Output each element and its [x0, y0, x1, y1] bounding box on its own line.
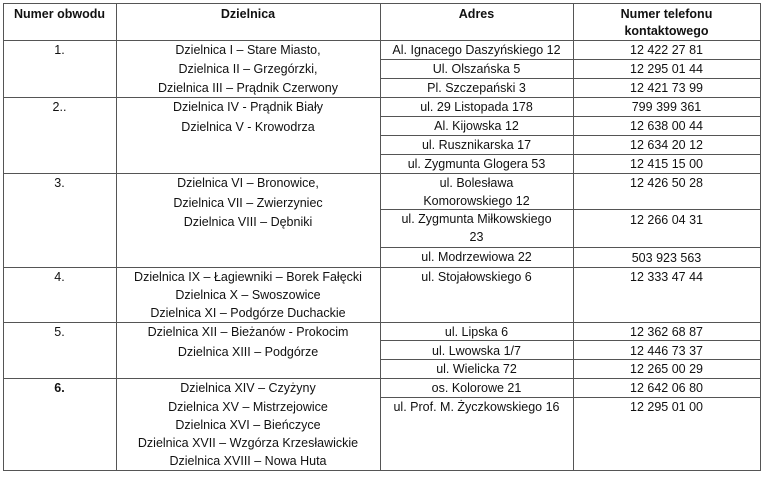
phone-number: 12 426 50 28 — [630, 176, 703, 190]
district-name: Dzielnica II – Grzegórzki, — [178, 62, 318, 76]
phone-number: 12 295 01 44 — [630, 62, 703, 76]
address: os. Kolorowe 21 — [431, 381, 522, 395]
district-name: Dzielnica XVIII – Nowa Huta — [169, 454, 327, 468]
address: ul. Wielicka 72 — [436, 362, 517, 376]
district-name: Dzielnica XIII – Podgórze — [177, 345, 319, 359]
address: ul. 29 Listopada 178 — [420, 100, 533, 114]
district-name: Dzielnica IV - Prądnik Biały — [172, 100, 324, 114]
address: ul. Zygmunta Miłkowskiego — [401, 212, 552, 226]
phone-number: 12 421 73 99 — [630, 81, 703, 95]
header-telefon: kontaktowego — [624, 24, 709, 38]
col-border-right — [760, 3, 761, 471]
row-number: 6. — [54, 381, 65, 395]
phone-number: 12 422 27 81 — [630, 43, 703, 57]
address: ul. Stojałowskiego 6 — [421, 270, 532, 284]
phone-number: 12 333 47 44 — [630, 270, 703, 284]
address: Komorowskiego 12 — [423, 194, 530, 208]
table-top-border — [3, 3, 761, 4]
phone-number: 799 399 361 — [631, 100, 702, 114]
phone-number: 12 415 15 00 — [630, 157, 703, 171]
phone-number: 12 642 06 80 — [630, 381, 703, 395]
district-name: Dzielnica X – Swoszowice — [175, 288, 321, 302]
address: Ul. Olszańska 5 — [432, 62, 521, 76]
address: ul. Lipska 6 — [444, 325, 509, 339]
header-telefon: Numer telefonu — [620, 7, 713, 21]
phone-number: 12 295 01 00 — [630, 400, 703, 414]
contact-table — [3, 3, 761, 471]
district-name: Dzielnica VI – Bronowice, — [177, 176, 319, 190]
header-dzielnica: Dzielnica — [220, 7, 276, 21]
table-bottom-border — [3, 470, 761, 471]
address: ul. Lwowska 1/7 — [432, 344, 521, 358]
address: Al. Kijowska 12 — [434, 119, 519, 133]
district-name: Dzielnica XI – Podgórze Duchackie — [150, 306, 346, 320]
address: ul. Modrzewiowa 22 — [421, 250, 532, 264]
district-name: Dzielnica V - Krowodrza — [181, 120, 315, 134]
district-name: Dzielnica XVII – Wzgórza Krzesławickie — [137, 436, 359, 450]
row-number: 5. — [54, 325, 65, 339]
header-adres: Adres — [458, 7, 495, 21]
district-name: Dzielnica XV – Mistrzejowice — [168, 400, 328, 414]
address: ul. Prof. M. Życzkowskiego 16 — [393, 400, 560, 414]
district-name: Dzielnica XII – Bieżanów - Prokocim — [147, 325, 349, 339]
district-name: Dzielnica VIII – Dębniki — [183, 215, 313, 229]
address: 23 — [469, 230, 484, 244]
row-number: 4. — [54, 270, 65, 284]
address: ul. Bolesława — [439, 176, 514, 190]
district-name: Dzielnica IX – Łagiewniki – Borek Fałęcki — [134, 270, 362, 284]
phone-number: 12 362 68 87 — [630, 325, 703, 339]
address: Pl. Szczepański 3 — [427, 81, 526, 95]
phone-number: 12 266 04 31 — [630, 213, 703, 227]
row-number: 1. — [54, 43, 65, 57]
district-name: Dzielnica VII – Zwierzyniec — [173, 196, 323, 210]
header-numer-obwodu: Numer obwodu — [14, 7, 105, 21]
phone-number: 503 923 563 — [631, 251, 702, 265]
address: Al. Ignacego Daszyńskiego 12 — [392, 43, 561, 57]
district-name: Dzielnica XVI – Bieńczyce — [175, 418, 321, 432]
address: ul. Rusznikarska 17 — [421, 138, 532, 152]
row-number: 2.. — [52, 100, 67, 114]
col-border-left — [3, 3, 4, 471]
row-number: 3. — [54, 176, 65, 190]
phone-number: 12 638 00 44 — [630, 119, 703, 133]
district-name: Dzielnica III – Prądnik Czerwony — [158, 81, 338, 95]
phone-number: 12 265 00 29 — [630, 362, 703, 376]
district-name: Dzielnica XIV – Czyżyny — [180, 381, 316, 395]
phone-number: 12 634 20 12 — [630, 138, 703, 152]
phone-number: 12 446 73 37 — [630, 344, 703, 358]
district-name: Dzielnica I – Stare Miasto, — [175, 43, 321, 57]
address: ul. Zygmunta Glogera 53 — [407, 157, 546, 171]
